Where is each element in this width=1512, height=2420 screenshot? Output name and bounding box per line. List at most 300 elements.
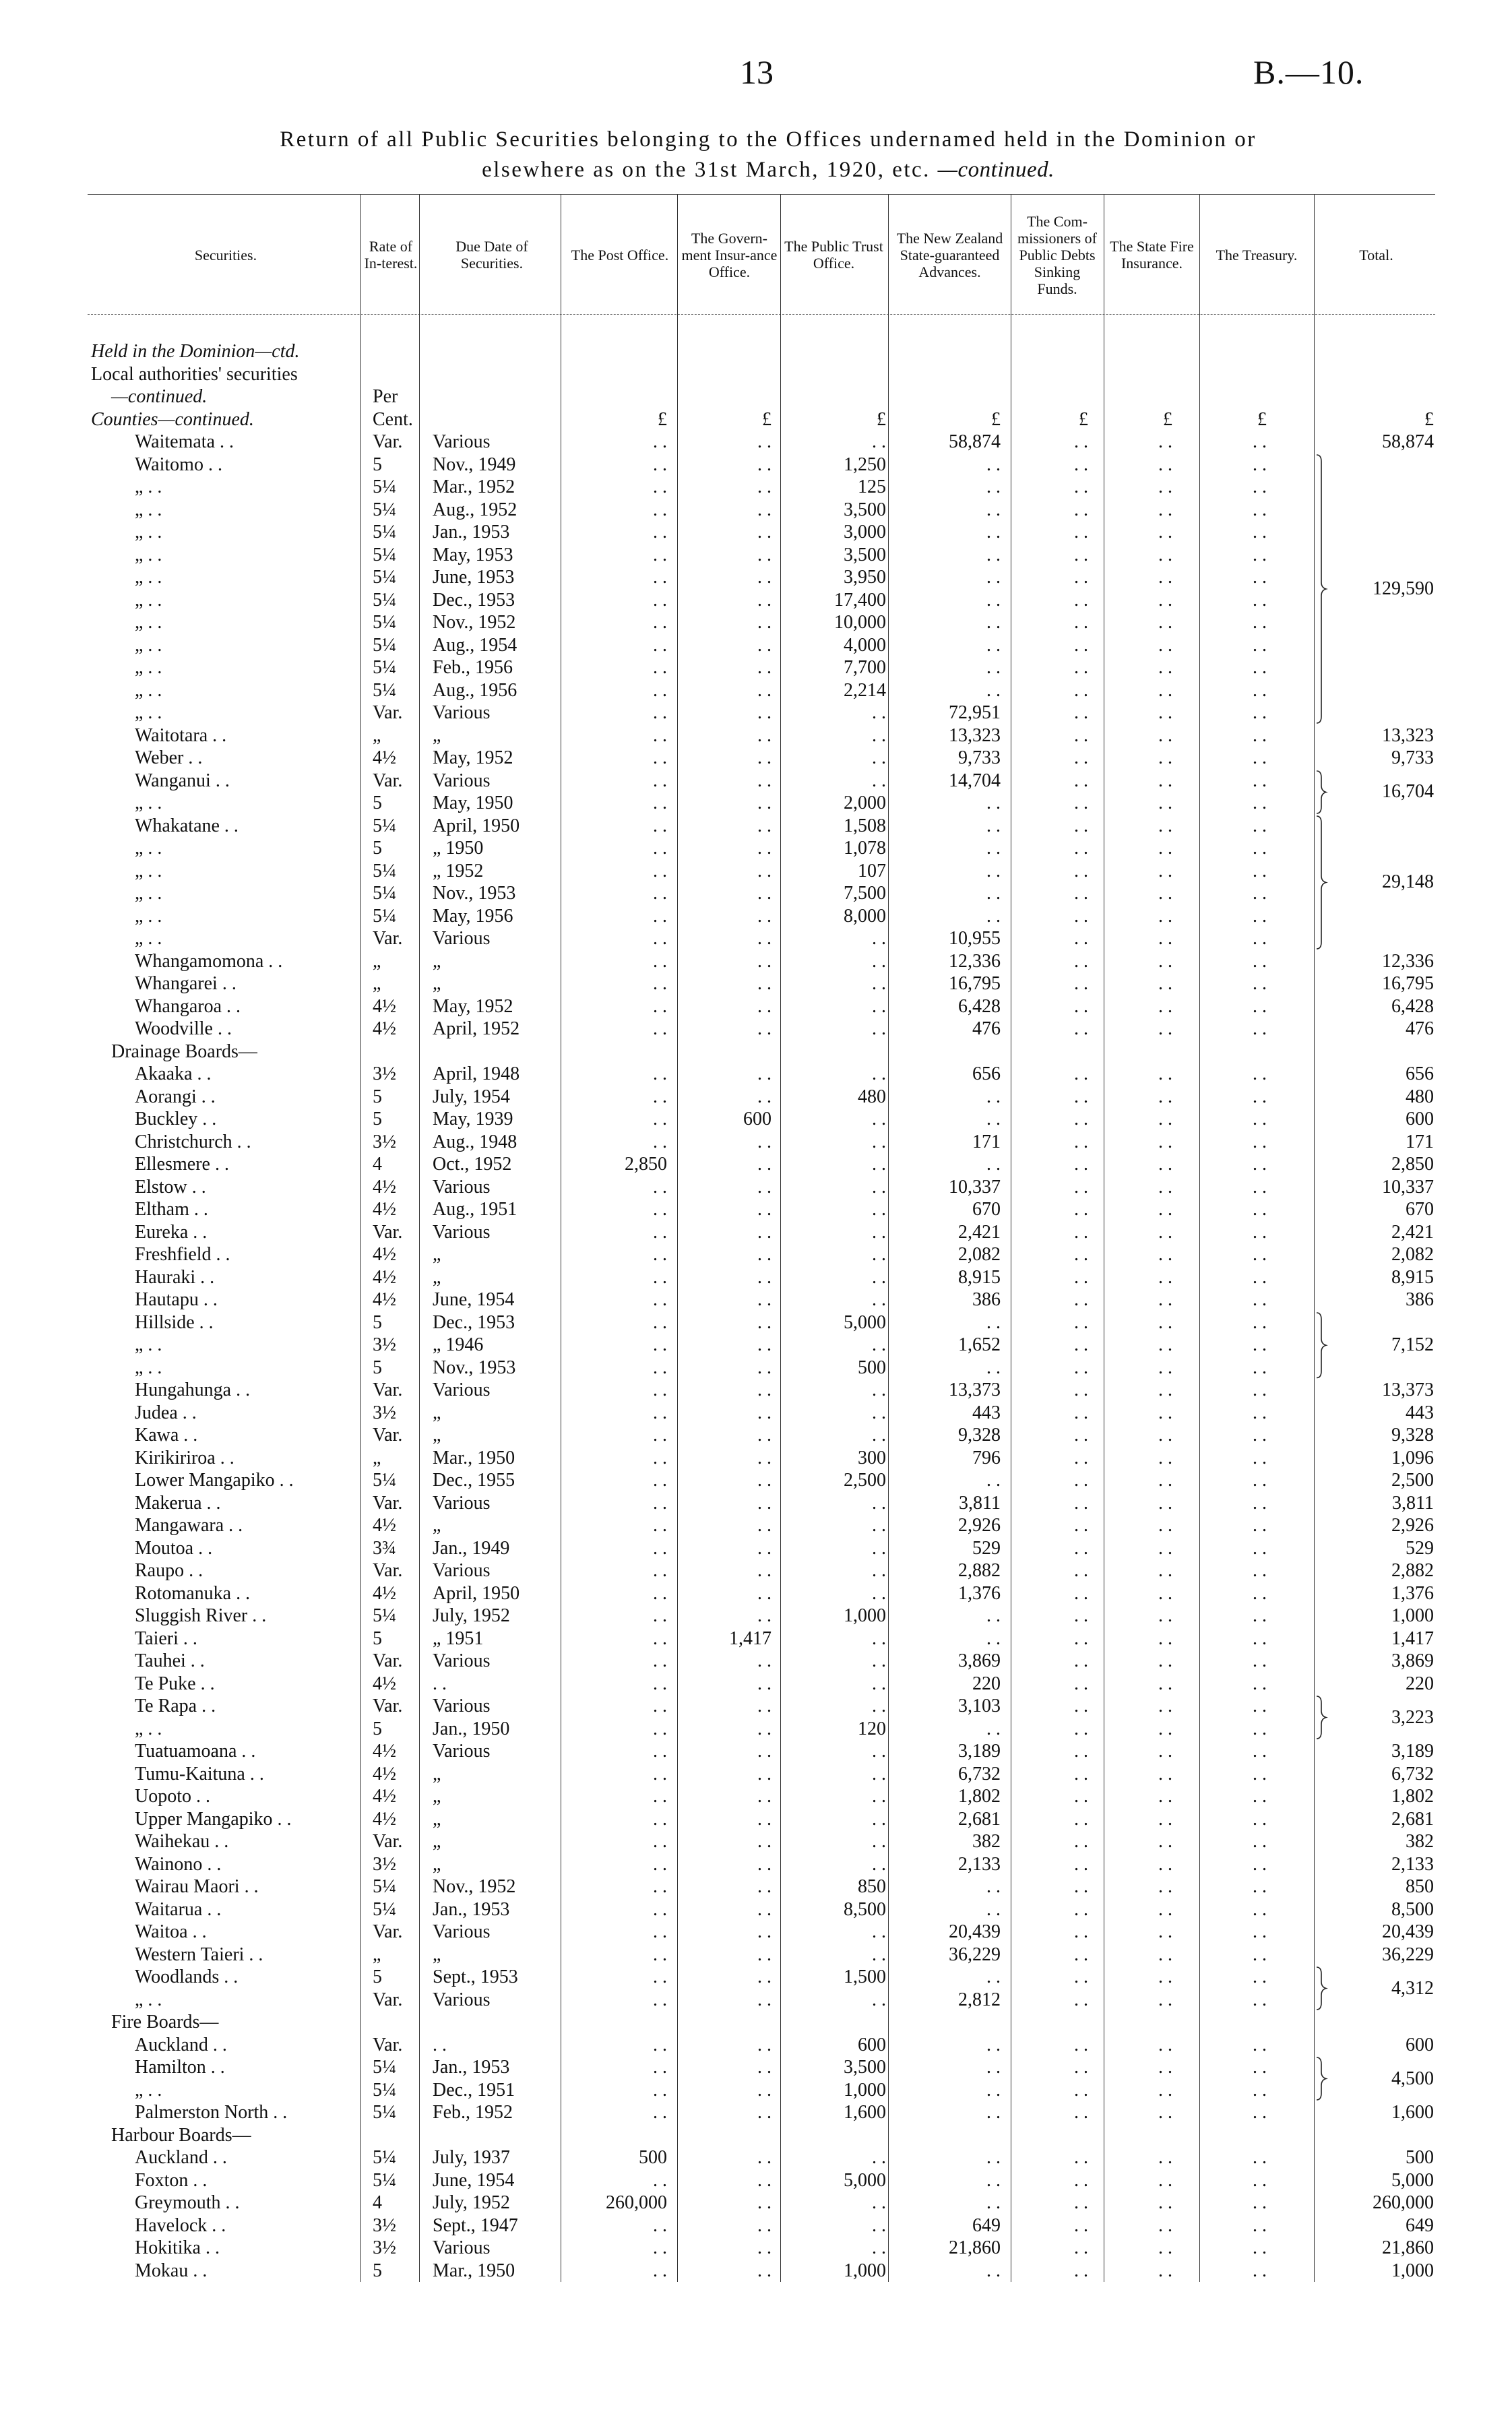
- total-cell: 656: [1406, 1063, 1434, 1084]
- public-trust-cell: 300: [858, 1447, 886, 1468]
- public-trust-cell: . .: [872, 1560, 886, 1581]
- rate-cell: 3½: [373, 2237, 396, 2258]
- total-cell: 3,811: [1392, 1492, 1434, 1514]
- state-advances-cell: 16,795: [949, 973, 1001, 994]
- sinking-funds-cell: . .: [1074, 1176, 1088, 1198]
- state-advances-cell: . .: [986, 612, 1001, 633]
- rate-cell: 4½: [373, 995, 396, 1017]
- govt-insurance-cell: . .: [757, 995, 771, 1017]
- govt-insurance-cell: . .: [757, 2260, 771, 2281]
- post-office-cell: . .: [653, 1989, 667, 2010]
- rate-cell: 5¼: [373, 2079, 396, 2101]
- state-advances-cell: 72,951: [949, 702, 1001, 723]
- due-date-cell: „ 1950: [433, 838, 484, 859]
- treasury-cell: . .: [1253, 544, 1267, 565]
- post-office-cell: . .: [653, 1741, 667, 1762]
- due-date-cell: „: [433, 1853, 441, 1875]
- table-row: [0, 2079, 1512, 2102]
- post-office-cell: . .: [653, 838, 667, 859]
- due-date-cell: „ 1951: [433, 1627, 484, 1649]
- sinking-funds-cell: . .: [1074, 2260, 1088, 2281]
- state-fire-cell: . .: [1158, 1763, 1172, 1785]
- security-name: Raupo . .: [135, 1560, 203, 1581]
- table-row: [0, 882, 1512, 905]
- public-trust-cell: 8,500: [844, 1898, 886, 1920]
- sinking-funds-cell: . .: [1074, 2169, 1088, 2191]
- rate-cell: 5: [373, 1109, 382, 1129]
- state-fire-cell: . .: [1158, 1221, 1172, 1243]
- sinking-funds-cell: . .: [1074, 815, 1088, 836]
- security-name: „ . .: [135, 1989, 162, 2010]
- govt-insurance-cell: . .: [757, 1402, 771, 1423]
- total-cell: 12,336: [1382, 950, 1434, 972]
- state-fire-cell: . .: [1158, 1537, 1172, 1559]
- post-office-cell: . .: [653, 522, 667, 542]
- post-office-cell: . .: [653, 1289, 667, 1310]
- state-fire-cell: . .: [1158, 2192, 1172, 2213]
- due-date-cell: Jan., 1949: [433, 1537, 510, 1559]
- due-date-cell: Mar., 1952: [433, 476, 515, 497]
- treasury-cell: . .: [1253, 1334, 1267, 1355]
- due-date-cell: May, 1953: [433, 544, 513, 565]
- due-date-cell: Sept., 1947: [433, 2214, 518, 2236]
- post-office-cell: 2,850: [625, 1154, 667, 1175]
- security-name: Wairau Maori . .: [135, 1876, 259, 1897]
- treasury-cell: . .: [1253, 838, 1267, 859]
- table-row: [0, 792, 1512, 815]
- security-name: Local authorities' securities: [91, 363, 298, 385]
- state-fire-cell: . .: [1158, 1244, 1172, 1265]
- state-fire-cell: . .: [1158, 1402, 1172, 1423]
- state-fire-cell: . .: [1158, 589, 1172, 611]
- rate-cell: „: [373, 973, 381, 994]
- col-header-due-date: Due Date of Securities.: [455, 238, 528, 272]
- rate-cell: 3½: [373, 1131, 396, 1152]
- total-cell: 8,500: [1391, 1898, 1434, 1920]
- table-row: [0, 1289, 1512, 1311]
- public-trust-cell: 480: [858, 1086, 886, 1107]
- rate-cell: 5¼: [373, 589, 396, 611]
- total-cell: 9,328: [1391, 1425, 1434, 1446]
- treasury-cell: . .: [1253, 905, 1267, 927]
- public-trust-cell: . .: [872, 1402, 886, 1423]
- security-name: Te Puke . .: [135, 1673, 215, 1694]
- rate-cell: 5¼: [373, 634, 396, 656]
- sinking-funds-cell: . .: [1074, 1266, 1088, 1288]
- treasury-cell: . .: [1253, 1379, 1267, 1400]
- treasury-cell: . .: [1253, 1696, 1267, 1716]
- sinking-funds-cell: . .: [1074, 860, 1088, 881]
- govt-insurance-cell: . .: [757, 1582, 771, 1604]
- post-office-cell: . .: [653, 2260, 667, 2281]
- treasury-cell: . .: [1253, 2034, 1267, 2055]
- security-name: „ . .: [135, 1357, 162, 1378]
- state-fire-cell: . .: [1158, 1831, 1172, 1852]
- table-row: [0, 1785, 1512, 1808]
- state-advances-cell: 656: [972, 1063, 1001, 1084]
- treasury-cell: . .: [1253, 1718, 1267, 1739]
- state-fire-cell: . .: [1158, 1718, 1172, 1739]
- post-office-cell: . .: [653, 1582, 667, 1604]
- security-name: „ . .: [135, 679, 162, 701]
- security-name: Foxton . .: [135, 2169, 208, 2191]
- public-trust-cell: 600: [858, 2034, 886, 2055]
- security-name: Akaaka . .: [135, 1063, 212, 1084]
- state-advances-cell: . .: [986, 454, 1001, 475]
- sinking-funds-cell: . .: [1074, 657, 1088, 678]
- state-fire-cell: £: [1163, 408, 1172, 430]
- group-total: 3,223: [1391, 1706, 1434, 1728]
- govt-insurance-cell: . .: [757, 1221, 771, 1243]
- public-trust-cell: 10,000: [834, 612, 886, 633]
- treasury-cell: . .: [1253, 1537, 1267, 1559]
- due-date-cell: Various: [433, 702, 491, 723]
- page-number: 13: [740, 53, 774, 91]
- security-name: Western Taieri . .: [135, 1944, 263, 1965]
- rate-cell: 4½: [373, 1266, 396, 1288]
- govt-insurance-cell: . .: [757, 950, 771, 972]
- govt-insurance-cell: . .: [757, 1515, 771, 1536]
- post-office-cell: . .: [653, 1221, 667, 1243]
- security-name: Hungahunga . .: [135, 1379, 251, 1400]
- total-cell: 1,417: [1391, 1627, 1434, 1649]
- post-office-cell: . .: [653, 1786, 667, 1807]
- govt-insurance-cell: . .: [757, 1921, 771, 1942]
- post-office-cell: . .: [653, 1921, 667, 1942]
- state-fire-cell: . .: [1158, 1109, 1172, 1129]
- total-cell: 220: [1406, 1673, 1434, 1694]
- total-cell: 58,874: [1382, 431, 1434, 452]
- govt-insurance-cell: . .: [757, 1470, 771, 1491]
- state-advances-cell: 2,812: [958, 1989, 1001, 2010]
- post-office-cell: . .: [653, 928, 667, 949]
- public-trust-cell: . .: [872, 973, 886, 994]
- due-date-cell: Various: [433, 431, 491, 452]
- treasury-cell: £: [1257, 408, 1267, 430]
- post-office-cell: . .: [653, 1718, 667, 1739]
- state-advances-cell: . .: [986, 1876, 1001, 1897]
- table-row: [0, 2214, 1512, 2237]
- govt-insurance-cell: . .: [757, 612, 771, 633]
- col-header-securities: Securities.: [194, 246, 257, 263]
- security-name: Lower Mangapiko . .: [135, 1470, 294, 1491]
- treasury-cell: . .: [1253, 499, 1267, 520]
- sinking-funds-cell: . .: [1074, 454, 1088, 475]
- due-date-cell: „: [433, 1244, 441, 1265]
- due-date-cell: June, 1954: [433, 1289, 515, 1310]
- govt-insurance-cell: . .: [757, 522, 771, 542]
- rate-cell: 5¼: [373, 544, 396, 565]
- govt-insurance-cell: . .: [757, 1786, 771, 1807]
- state-fire-cell: . .: [1158, 476, 1172, 497]
- due-date-cell: Various: [433, 1921, 491, 1942]
- table-row: [0, 2034, 1512, 2057]
- table-row: [0, 1108, 1512, 1131]
- post-office-cell: . .: [653, 1334, 667, 1355]
- table-row: [0, 1695, 1512, 1718]
- sinking-funds-cell: . .: [1074, 1018, 1088, 1039]
- table-row: [0, 1559, 1512, 1582]
- security-name: Upper Mangapiko . .: [135, 1808, 292, 1830]
- total-cell: 2,133: [1391, 1853, 1434, 1875]
- state-advances-cell: 10,955: [949, 928, 1001, 949]
- state-fire-cell: . .: [1158, 1808, 1172, 1830]
- post-office-cell: . .: [653, 973, 667, 994]
- post-office-cell: . .: [653, 1560, 667, 1581]
- table-row: [0, 1605, 1512, 1627]
- state-advances-cell: 6,428: [958, 995, 1001, 1017]
- govt-insurance-cell: . .: [757, 1560, 771, 1581]
- state-advances-cell: . .: [986, 2057, 1001, 2078]
- due-date-cell: Dec., 1955: [433, 1470, 515, 1491]
- state-fire-cell: . .: [1158, 1966, 1172, 1987]
- total-cell: 6,428: [1391, 995, 1434, 1017]
- table-row: [0, 1469, 1512, 1492]
- rate-cell: Var.: [373, 1425, 403, 1446]
- due-date-cell: Jan., 1953: [433, 2057, 510, 2078]
- treasury-cell: . .: [1253, 770, 1267, 791]
- state-fire-cell: . .: [1158, 995, 1172, 1017]
- rate-cell: 4: [373, 2192, 382, 2213]
- govt-insurance-cell: . .: [757, 724, 771, 746]
- govt-insurance-cell: . .: [757, 2057, 771, 2078]
- total-cell: 1,000: [1391, 2260, 1434, 2281]
- post-office-cell: 500: [639, 2147, 667, 2168]
- treasury-cell: . .: [1253, 679, 1267, 701]
- security-name: „ . .: [135, 905, 162, 927]
- govt-insurance-cell: . .: [757, 1966, 771, 1987]
- post-office-cell: . .: [653, 1086, 667, 1107]
- govt-insurance-cell: . .: [757, 928, 771, 949]
- state-advances-cell: 670: [972, 1199, 1001, 1220]
- state-advances-cell: 14,704: [949, 770, 1001, 791]
- state-advances-cell: 36,229: [949, 1944, 1001, 1965]
- state-fire-cell: . .: [1158, 431, 1172, 452]
- public-trust-cell: 107: [858, 860, 886, 881]
- state-fire-cell: . .: [1158, 612, 1172, 633]
- due-date-cell: May, 1956: [433, 905, 513, 927]
- public-trust-cell: . .: [872, 950, 886, 972]
- treasury-cell: . .: [1253, 815, 1267, 836]
- state-fire-cell: . .: [1158, 2057, 1172, 2078]
- state-fire-cell: . .: [1158, 1086, 1172, 1107]
- state-advances-cell: 2,926: [958, 1515, 1001, 1536]
- state-fire-cell: . .: [1158, 499, 1172, 520]
- state-advances-cell: 3,811: [959, 1492, 1001, 1514]
- post-office-cell: . .: [653, 702, 667, 723]
- table-row: [0, 2056, 1512, 2079]
- public-trust-cell: 2,500: [844, 1470, 886, 1491]
- treasury-cell: . .: [1253, 747, 1267, 768]
- security-name: Elstow . .: [135, 1176, 206, 1198]
- public-trust-cell: 850: [858, 1876, 886, 1897]
- table-row: [0, 1966, 1512, 1989]
- sinking-funds-cell: . .: [1074, 1470, 1088, 1491]
- title-line-1: Return of all Public Securities belonging to the Offices undernamed held in the Dominion or: [280, 127, 1257, 152]
- public-trust-cell: . .: [872, 1741, 886, 1762]
- public-trust-cell: 3,500: [844, 499, 886, 520]
- post-office-cell: . .: [653, 1492, 667, 1514]
- post-office-cell: . .: [653, 1966, 667, 1987]
- treasury-cell: . .: [1253, 1831, 1267, 1852]
- state-fire-cell: . .: [1158, 905, 1172, 927]
- total-cell: 1,000: [1391, 1605, 1434, 1626]
- table-row: [0, 1673, 1512, 1696]
- due-date-cell: Various: [433, 770, 491, 791]
- sinking-funds-cell: . .: [1074, 679, 1088, 701]
- public-trust-cell: 3,500: [844, 544, 886, 565]
- rate-cell: 4½: [373, 1582, 396, 1604]
- state-advances-cell: . .: [986, 522, 1001, 542]
- rate-cell: Cent.: [373, 408, 413, 430]
- state-advances-cell: 21,860: [949, 2237, 1001, 2258]
- govt-insurance-cell: £: [762, 408, 771, 430]
- sinking-funds-cell: . .: [1074, 1109, 1088, 1129]
- rate-cell: 5: [373, 1311, 382, 1333]
- rate-cell: „: [373, 950, 381, 972]
- treasury-cell: . .: [1253, 883, 1267, 904]
- rate-cell: „: [373, 724, 381, 746]
- due-date-cell: „: [433, 950, 441, 972]
- table-row: [0, 1853, 1512, 1876]
- security-name: Auckland . .: [135, 2034, 227, 2055]
- post-office-cell: . .: [653, 1944, 667, 1965]
- table-body: [0, 340, 1512, 2282]
- rate-cell: „: [373, 1944, 381, 1965]
- rate-cell: 3½: [373, 1853, 396, 1875]
- due-date-cell: Aug., 1952: [433, 499, 517, 520]
- group-total: 129,590: [1373, 578, 1434, 599]
- post-office-cell: . .: [653, 2057, 667, 2078]
- treasury-cell: . .: [1253, 2192, 1267, 2213]
- public-trust-cell: 5,000: [844, 1311, 886, 1333]
- govt-insurance-cell: . .: [757, 1718, 771, 1739]
- state-advances-cell: 1,802: [958, 1786, 1001, 1807]
- govt-insurance-cell: . .: [757, 589, 771, 611]
- state-fire-cell: . .: [1158, 2214, 1172, 2236]
- state-advances-cell: . .: [986, 657, 1001, 678]
- col-header-post-office: The Post Office.: [571, 246, 669, 263]
- state-fire-cell: . .: [1158, 1492, 1172, 1514]
- table-row: [0, 1875, 1512, 1898]
- table-row: [0, 589, 1512, 612]
- total-cell: 2,500: [1391, 1470, 1434, 1491]
- security-name: Woodlands . .: [135, 1966, 239, 1987]
- treasury-cell: . .: [1253, 2237, 1267, 2258]
- state-fire-cell: . .: [1158, 1582, 1172, 1604]
- govt-insurance-cell: . .: [757, 1650, 771, 1671]
- state-fire-cell: . .: [1158, 657, 1172, 678]
- treasury-cell: . .: [1253, 1650, 1267, 1671]
- sinking-funds-cell: . .: [1074, 1492, 1088, 1514]
- sinking-funds-cell: £: [1079, 408, 1088, 430]
- public-trust-cell: 5,000: [844, 2169, 886, 2191]
- due-date-cell: May, 1952: [433, 995, 513, 1017]
- rate-cell: 5¼: [373, 522, 396, 542]
- due-date-cell: Jan., 1950: [433, 1718, 510, 1739]
- sinking-funds-cell: . .: [1074, 1989, 1088, 2010]
- post-office-cell: . .: [653, 1311, 667, 1333]
- sinking-funds-cell: . .: [1074, 1221, 1088, 1243]
- table-row: [0, 927, 1512, 950]
- state-fire-cell: . .: [1158, 973, 1172, 994]
- govt-insurance-cell: . .: [757, 1266, 771, 1288]
- security-name: „ . .: [135, 860, 162, 881]
- security-name: Makerua . .: [135, 1492, 221, 1514]
- state-fire-cell: . .: [1158, 860, 1172, 881]
- treasury-cell: . .: [1253, 1627, 1267, 1649]
- post-office-cell: . .: [653, 860, 667, 881]
- post-office-cell: . .: [653, 1808, 667, 1830]
- public-trust-cell: . .: [872, 747, 886, 768]
- total-cell: 3,189: [1391, 1741, 1434, 1762]
- security-name: Fire Boards—: [111, 2012, 219, 2033]
- treasury-cell: . .: [1253, 567, 1267, 588]
- security-name: Aorangi . .: [135, 1086, 216, 1107]
- due-date-cell: Aug., 1948: [433, 1131, 517, 1152]
- treasury-cell: . .: [1253, 1221, 1267, 1243]
- rate-cell: 5¼: [373, 657, 396, 678]
- state-advances-cell: 529: [972, 1537, 1001, 1559]
- public-trust-cell: . .: [872, 1831, 886, 1852]
- govt-insurance-cell: . .: [757, 1379, 771, 1400]
- post-office-cell: . .: [653, 476, 667, 497]
- due-date-cell: Nov., 1952: [433, 612, 516, 633]
- public-trust-cell: . .: [872, 1853, 886, 1875]
- total-cell: 1,096: [1391, 1447, 1434, 1468]
- treasury-cell: . .: [1253, 1605, 1267, 1626]
- state-advances-cell: . .: [986, 1605, 1001, 1626]
- state-advances-cell: 3,189: [958, 1741, 1001, 1762]
- due-date-cell: Aug., 1954: [433, 634, 517, 656]
- table-row: [0, 1514, 1512, 1537]
- due-date-cell: Various: [433, 1989, 491, 2010]
- post-office-cell: . .: [653, 1379, 667, 1400]
- due-date-cell: . .: [433, 2034, 447, 2055]
- state-fire-cell: . .: [1158, 1447, 1172, 1468]
- table-row: [0, 1989, 1512, 2012]
- security-name: Waihekau . .: [135, 1831, 229, 1852]
- table-row: [0, 1944, 1512, 1966]
- public-trust-cell: 3,500: [844, 2057, 886, 2078]
- treasury-cell: . .: [1253, 1289, 1267, 1310]
- state-fire-cell: . .: [1158, 1989, 1172, 2010]
- due-date-cell: Various: [433, 1696, 491, 1716]
- table-row: [0, 1063, 1512, 1086]
- sinking-funds-cell: . .: [1074, 1334, 1088, 1355]
- govt-insurance-cell: . .: [757, 1244, 771, 1265]
- due-date-cell: „ 1952: [433, 860, 484, 881]
- due-date-cell: Nov., 1949: [433, 454, 516, 475]
- table-row: [0, 860, 1512, 883]
- public-trust-cell: . .: [872, 995, 886, 1017]
- state-fire-cell: . .: [1158, 2079, 1172, 2101]
- security-name: „ . .: [135, 2079, 162, 2101]
- public-trust-cell: . .: [872, 928, 886, 949]
- security-name: „ . .: [135, 499, 162, 520]
- total-cell: 9,733: [1391, 747, 1434, 768]
- security-name: Hamilton . .: [135, 2057, 225, 2078]
- treasury-cell: . .: [1253, 1176, 1267, 1198]
- security-name: Te Rapa . .: [135, 1696, 216, 1716]
- post-office-cell: . .: [653, 2034, 667, 2055]
- sinking-funds-cell: . .: [1074, 1831, 1088, 1852]
- state-advances-cell: 2,082: [958, 1244, 1001, 1265]
- govt-insurance-cell: . .: [757, 544, 771, 565]
- security-name: Waitemata . .: [135, 431, 234, 452]
- col-header-state-fire: The State Fire Insurance.: [1110, 238, 1194, 272]
- security-name: Waitotara . .: [135, 724, 227, 746]
